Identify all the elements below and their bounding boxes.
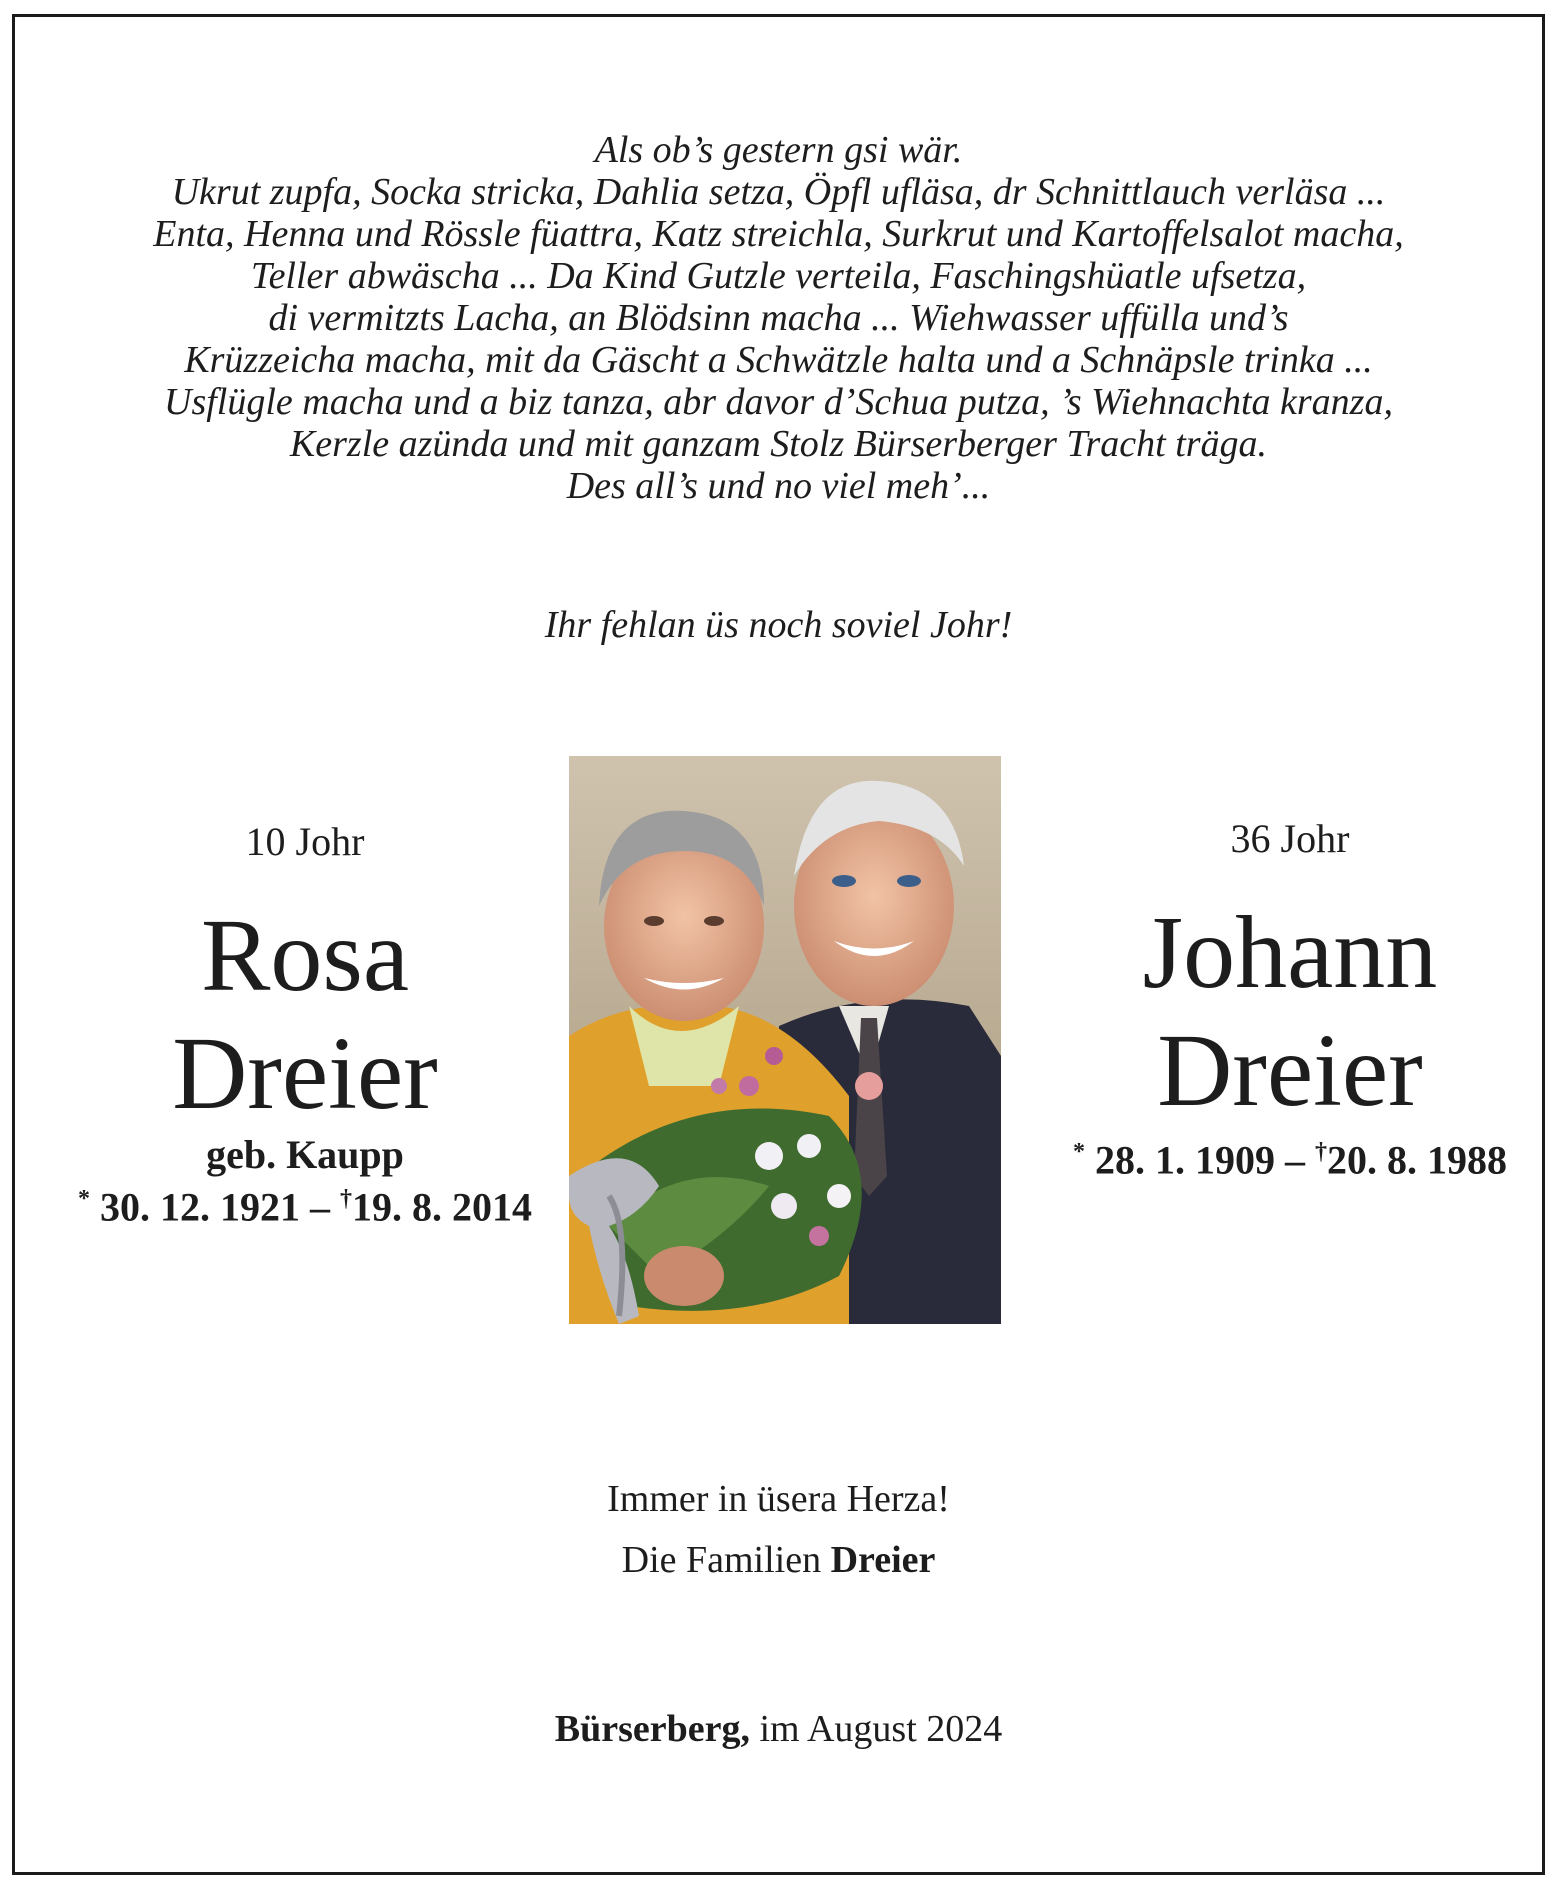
- couple-photo: [569, 756, 1001, 1324]
- closing-line: Immer in üsera Herza!: [607, 1478, 950, 1520]
- place-date: [15, 1707, 1542, 1751]
- birth-symbol: *: [78, 1186, 90, 1212]
- birth-name: geb. Kaupp: [206, 1132, 404, 1177]
- dash: –: [310, 1184, 330, 1230]
- poem-line: Usflügle macha und a biz tanza, abr davor d’Schua putza, ’s Wiehnachta kranza,: [164, 381, 1393, 423]
- person-rosa: [45, 817, 565, 1229]
- birth-date: 28. 1. 1909: [1095, 1137, 1275, 1183]
- death-date: 19. 8. 2014: [352, 1184, 532, 1230]
- years-since-death: 36 Johr: [1230, 816, 1350, 861]
- poem-line: Des all’s und no viel meh’...: [566, 465, 991, 507]
- death-symbol: †: [340, 1186, 352, 1212]
- years-since-death: 10 Johr: [245, 819, 365, 864]
- poem-line: Kerzle azünda und mit ganzam Stolz Bürserberger Tracht träga.: [289, 423, 1268, 465]
- birth-date: 30. 12. 1921: [100, 1184, 300, 1230]
- date: im August 2024: [759, 1708, 1003, 1750]
- birth-symbol: *: [1073, 1139, 1085, 1165]
- family-prefix: Die Familien: [621, 1539, 822, 1581]
- first-name: Rosa: [201, 898, 409, 1013]
- place: Bürserberg,: [554, 1708, 750, 1750]
- family-signature: [15, 1538, 1542, 1582]
- poem-line: Krüzzeicha macha, mit da Gäscht a Schwätzle halta und a Schnäpsle trinka ...: [184, 339, 1373, 381]
- poem-line: di vermitzts Lacha, an Blödsinn macha ... Wiehwasser uffülla und’s: [268, 297, 1289, 339]
- death-date: 20. 8. 1988: [1327, 1137, 1507, 1183]
- family-name: Dreier: [830, 1539, 936, 1581]
- first-name: Johann: [1142, 895, 1438, 1010]
- last-name: Dreier: [1157, 1013, 1423, 1128]
- last-name: Dreier: [172, 1016, 438, 1131]
- life-dates: [45, 1177, 565, 1229]
- poem: [15, 129, 1542, 507]
- poem-line: Als ob’s gestern gsi wär.: [594, 129, 963, 171]
- life-dates: [1035, 1130, 1545, 1182]
- person-johann: [1035, 814, 1545, 1182]
- death-symbol: †: [1315, 1139, 1327, 1165]
- poem-line: Teller abwäscha ... Da Kind Gutzle verteila, Faschingshüatle ufsetza,: [250, 255, 1307, 297]
- obituary-notice: [12, 14, 1545, 1875]
- poem-line: Enta, Henna und Rössle füattra, Katz streichla, Surkrut und Kartoffelsalot macha,: [153, 213, 1404, 255]
- dash: –: [1285, 1137, 1305, 1183]
- poem-line: Ukrut zupfa, Socka stricka, Dahlia setza, Öpfl ufläsa, dr Schnittlauch verläsa ...: [171, 171, 1386, 213]
- tagline: Ihr fehlan üs noch soviel Johr!: [544, 604, 1013, 646]
